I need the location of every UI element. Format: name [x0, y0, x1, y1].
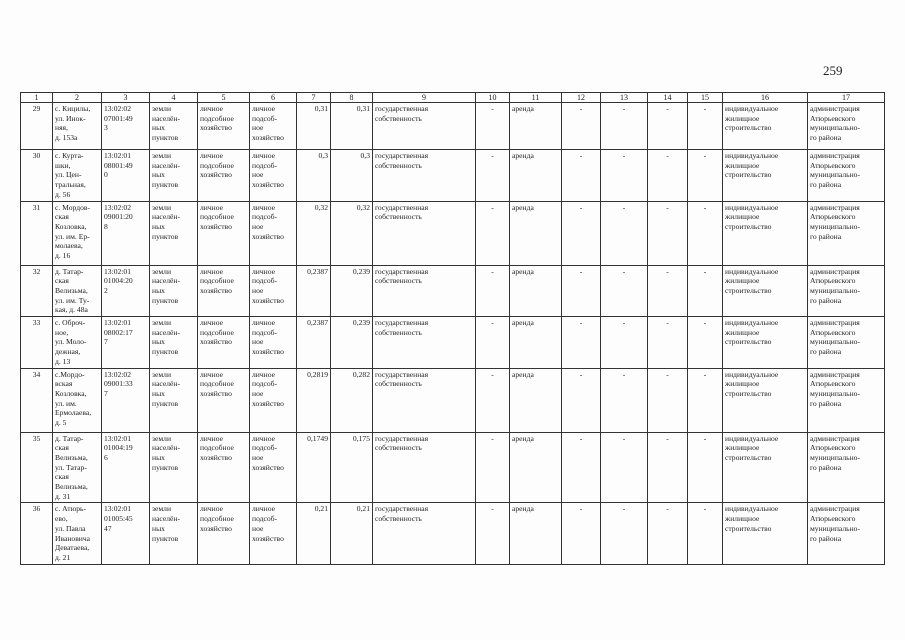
table-cell: 13:02:01 08002:17 7: [102, 317, 150, 369]
column-number-3: 3: [102, 93, 150, 103]
table-cell: 30: [21, 150, 53, 202]
column-number-15: 15: [688, 93, 723, 103]
table-cell: индивидуальное жилищное строительство: [723, 103, 808, 150]
table-cell: 34: [21, 368, 53, 432]
table-cell: индивидуальное жилищное строительство: [723, 432, 808, 503]
table-cell: -: [476, 265, 510, 317]
table-cell: индивидуальное жилищное строительство: [723, 368, 808, 432]
table-cell: администрация Атюрьевского муниципально- го района: [808, 317, 885, 369]
table-cell: аренда: [510, 317, 562, 369]
table-cell: индивидуальное жилищное строительство: [723, 317, 808, 369]
table-cell: личное подсоб- ное хозяйство: [250, 503, 297, 564]
table-row: [21, 317, 885, 369]
table-cell: -: [476, 317, 510, 369]
table-cell: личное подсобное хозяйство: [198, 150, 250, 202]
table-cell: -: [648, 265, 688, 317]
table-cell: личное подсобное хозяйство: [198, 432, 250, 503]
table-cell: 0,3: [331, 150, 373, 202]
table-cell: 13:02:01 01004:20 2: [102, 265, 150, 317]
table-cell: -: [562, 201, 601, 265]
table-cell: личное подсоб- ное хозяйство: [250, 317, 297, 369]
table-cell: администрация Атюрьевского муниципально- го района: [808, 103, 885, 150]
column-number-11: 11: [510, 93, 562, 103]
table-cell: -: [562, 432, 601, 503]
table-cell: аренда: [510, 503, 562, 564]
column-number-8: 8: [331, 93, 373, 103]
table-cell: земли населён- ных пунктов: [150, 150, 198, 202]
table-cell: аренда: [510, 201, 562, 265]
table-cell: -: [476, 150, 510, 202]
table-cell: личное подсоб- ное хозяйство: [250, 368, 297, 432]
table-cell: индивидуальное жилищное строительство: [723, 150, 808, 202]
table-cell: личное подсобное хозяйство: [198, 265, 250, 317]
table-cell: государственная собственность: [373, 317, 476, 369]
table-cell: -: [648, 201, 688, 265]
table-cell: -: [562, 265, 601, 317]
table-cell: -: [601, 317, 648, 369]
table-cell: личное подсоб- ное хозяйство: [250, 265, 297, 317]
table-cell: аренда: [510, 368, 562, 432]
table-cell: государственная собственность: [373, 103, 476, 150]
column-number-14: 14: [648, 93, 688, 103]
table-cell: администрация Атюрьевского муниципально- го района: [808, 368, 885, 432]
table-cell: земли населён- ных пунктов: [150, 503, 198, 564]
table-cell: государственная собственность: [373, 150, 476, 202]
table-cell: -: [648, 103, 688, 150]
table-cell: 29: [21, 103, 53, 150]
header-row: [21, 93, 885, 103]
table-cell: -: [562, 150, 601, 202]
column-number-4: 4: [150, 93, 198, 103]
table-cell: 0,239: [331, 317, 373, 369]
table-cell: 13:02:01 01004:19 6: [102, 432, 150, 503]
table-cell: администрация Атюрьевского муниципально- го района: [808, 503, 885, 564]
table-cell: 0,282: [331, 368, 373, 432]
table-cell: -: [601, 503, 648, 564]
table-cell: -: [688, 103, 723, 150]
table-cell: аренда: [510, 265, 562, 317]
table-cell: земли населён- ных пунктов: [150, 201, 198, 265]
table-row: [21, 368, 885, 432]
table-cell: 0,31: [297, 103, 331, 150]
table-cell: личное подсобное хозяйство: [198, 317, 250, 369]
table-cell: администрация Атюрьевского муниципально- го района: [808, 150, 885, 202]
table-cell: 31: [21, 201, 53, 265]
table-cell: -: [688, 201, 723, 265]
table-cell: -: [562, 368, 601, 432]
column-number-2: 2: [53, 93, 102, 103]
table-cell: -: [648, 432, 688, 503]
table-cell: личное подсоб- ное хозяйство: [250, 432, 297, 503]
table-row: [21, 150, 885, 202]
table-cell: -: [648, 368, 688, 432]
column-number-9: 9: [373, 93, 476, 103]
table-row: [21, 265, 885, 317]
table-cell: 13:02:01 08001:49 0: [102, 150, 150, 202]
table-cell: с. Оброч- ное, ул. Моло- дежная, д. 13: [53, 317, 102, 369]
table-cell: личное подсоб- ное хозяйство: [250, 201, 297, 265]
table-cell: администрация Атюрьевского муниципально- го района: [808, 432, 885, 503]
table-cell: д. Татар- ская Велизьма, ул. Татар- ская Велизьма, д. 31: [53, 432, 102, 503]
table-cell: государственная собственность: [373, 432, 476, 503]
table-cell: 33: [21, 317, 53, 369]
table-cell: -: [688, 432, 723, 503]
table-cell: аренда: [510, 432, 562, 503]
column-number-1: 1: [21, 93, 53, 103]
column-number-5: 5: [198, 93, 250, 103]
table-cell: -: [476, 201, 510, 265]
table-cell: личное подсобное хозяйство: [198, 103, 250, 150]
table-cell: -: [476, 432, 510, 503]
table-row: [21, 103, 885, 150]
column-number-17: 17: [808, 93, 885, 103]
table-cell: с. Атюрь- ево, ул. Павла Ивановича Деватаева, д. 21: [53, 503, 102, 564]
table-cell: -: [688, 150, 723, 202]
table-cell: администрация Атюрьевского муниципально- го района: [808, 201, 885, 265]
table-cell: 0,1749: [297, 432, 331, 503]
table-cell: 0,31: [331, 103, 373, 150]
table-cell: -: [648, 317, 688, 369]
table-cell: 13:02:02 09001:33 7: [102, 368, 150, 432]
table-cell: государственная собственность: [373, 368, 476, 432]
table-cell: 0,2387: [297, 265, 331, 317]
table-cell: 0,21: [297, 503, 331, 564]
table-cell: -: [648, 503, 688, 564]
table-cell: -: [562, 103, 601, 150]
table-cell: 0,2387: [297, 317, 331, 369]
table-cell: -: [562, 503, 601, 564]
table-row: [21, 503, 885, 564]
table-cell: аренда: [510, 150, 562, 202]
table-cell: 13:02:01 01005:45 47: [102, 503, 150, 564]
table-cell: государственная собственность: [373, 265, 476, 317]
table-cell: -: [476, 103, 510, 150]
table-cell: -: [601, 368, 648, 432]
table-cell: -: [601, 432, 648, 503]
table-cell: -: [688, 265, 723, 317]
column-number-6: 6: [250, 93, 297, 103]
table-cell: индивидуальное жилищное строительство: [723, 503, 808, 564]
table-cell: с. Мордов- ская Козловка, ул. им. Ер- молаева, д. 16: [53, 201, 102, 265]
table-cell: государственная собственность: [373, 503, 476, 564]
table-cell: -: [601, 265, 648, 317]
table-cell: -: [601, 103, 648, 150]
table-cell: 0,21: [331, 503, 373, 564]
table-cell: с. Курта- шки, ул. Цен- тральная, д. 56: [53, 150, 102, 202]
table-cell: личное подсобное хозяйство: [198, 503, 250, 564]
table-cell: государственная собственность: [373, 201, 476, 265]
table-cell: 35: [21, 432, 53, 503]
table-cell: земли населён- ных пунктов: [150, 317, 198, 369]
table-cell: 0,32: [297, 201, 331, 265]
table-cell: личное подсоб- ное хозяйство: [250, 103, 297, 150]
table-cell: личное подсобное хозяйство: [198, 368, 250, 432]
table-cell: личное подсобное хозяйство: [198, 201, 250, 265]
column-number-13: 13: [601, 93, 648, 103]
table-cell: администрация Атюрьевского муниципально- го района: [808, 265, 885, 317]
page-number: 259: [823, 63, 843, 78]
table-cell: 0,175: [331, 432, 373, 503]
table-cell: земли населён- ных пунктов: [150, 368, 198, 432]
table-cell: индивидуальное жилищное строительство: [723, 265, 808, 317]
table-cell: -: [688, 503, 723, 564]
table-row: [21, 201, 885, 265]
table-cell: 0,2819: [297, 368, 331, 432]
table-cell: -: [601, 150, 648, 202]
table-cell: 32: [21, 265, 53, 317]
table-cell: 0,32: [331, 201, 373, 265]
column-number-12: 12: [562, 93, 601, 103]
table-cell: 13:02:02 09001:20 8: [102, 201, 150, 265]
column-number-10: 10: [476, 93, 510, 103]
table-cell: 13:02:02 07001:49 3: [102, 103, 150, 150]
table-cell: -: [601, 201, 648, 265]
table-cell: -: [562, 317, 601, 369]
column-number-7: 7: [297, 93, 331, 103]
table-cell: -: [476, 368, 510, 432]
table-cell: -: [648, 150, 688, 202]
table-cell: личное подсоб- ное хозяйство: [250, 150, 297, 202]
table-cell: -: [476, 503, 510, 564]
table-cell: 36: [21, 503, 53, 564]
table-cell: с. Кицилы, ул. Инок- няя, д. 153а: [53, 103, 102, 150]
table-cell: 0,3: [297, 150, 331, 202]
table-cell: земли населён- ных пунктов: [150, 432, 198, 503]
table-cell: с.Мордо- вская Козловка, ул. им. Ермолаева, д. 5: [53, 368, 102, 432]
table-cell: аренда: [510, 103, 562, 150]
table-row: [21, 432, 885, 503]
table-cell: д. Татар- ская Велизьма, ул. им. Ту- кая, д. 48а: [53, 265, 102, 317]
table-cell: -: [688, 317, 723, 369]
table-cell: земли населён- ных пунктов: [150, 103, 198, 150]
column-number-16: 16: [723, 93, 808, 103]
table-cell: земли населён- ных пунктов: [150, 265, 198, 317]
table-cell: индивидуальное жилищное строительство: [723, 201, 808, 265]
table-cell: 0,239: [331, 265, 373, 317]
land-plots-table: [20, 92, 885, 565]
table-cell: -: [688, 368, 723, 432]
